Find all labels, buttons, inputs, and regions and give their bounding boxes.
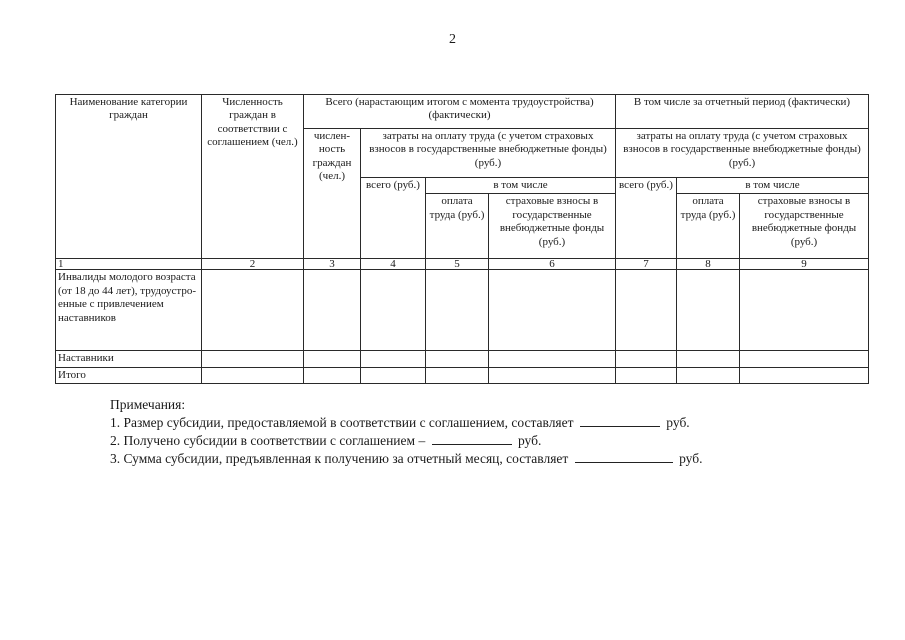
blank-field — [432, 432, 512, 445]
note-subsidy-claimed — [110, 450, 702, 468]
row-label-mentors: Наставники — [56, 351, 202, 367]
data-cell — [361, 270, 426, 351]
header-including-cumulative: в том числе — [426, 178, 616, 194]
column-number: 6 — [489, 259, 616, 270]
note-suffix: руб. — [666, 415, 690, 430]
data-cell — [304, 351, 361, 367]
note-suffix: руб. — [679, 451, 703, 466]
row-label-disabled-youth: Инвалиды молодого возраста (от 18 до 44 лет), трудоустро-енные с привлечением наставников — [56, 270, 202, 351]
data-cell — [202, 367, 304, 383]
header-count-agreement: Численность граждан в соответствии с соглашением (чел.) — [202, 95, 304, 259]
data-cell — [740, 270, 869, 351]
header-labor-costs-period: затраты на оплату труда (с учетом страховых взносов в государственные внебюджетные фонды) (руб.) — [616, 129, 869, 178]
data-cell — [489, 367, 616, 383]
table-row — [56, 351, 869, 367]
data-cell — [740, 367, 869, 383]
header-wages-period: оплата труда (руб.) — [677, 194, 740, 259]
column-number: 8 — [677, 259, 740, 270]
notes-section — [110, 396, 702, 468]
data-cell — [616, 351, 677, 367]
data-cell — [426, 270, 489, 351]
data-cell — [740, 351, 869, 367]
data-cell — [361, 367, 426, 383]
data-cell — [304, 367, 361, 383]
note-text: 3. Сумма субсидии, предъявленная к получению за отчетный месяц, составляет — [110, 451, 569, 466]
header-total-rub-cumulative: всего (руб.) — [361, 178, 426, 259]
column-numbers-row — [56, 259, 869, 270]
column-number: 2 — [202, 259, 304, 270]
table-row — [56, 367, 869, 383]
column-number: 1 — [56, 259, 202, 270]
data-cell — [677, 367, 740, 383]
header-labor-costs-cumulative: затраты на оплату труда (с учетом страховых взносов в государственные внебюджетные фонды) (руб.) — [361, 129, 616, 178]
header-reporting-period: В том числе за отчетный период (фактически) — [616, 95, 869, 129]
data-cell — [616, 270, 677, 351]
data-cell — [677, 270, 740, 351]
header-insurance-cumulative: страховые взносы в государственные внебюджетные фонды (руб.) — [489, 194, 616, 259]
column-number: 5 — [426, 259, 489, 270]
column-number: 7 — [616, 259, 677, 270]
table-row — [56, 270, 869, 351]
header-total-rub-period: всего (руб.) — [616, 178, 677, 259]
data-cell — [489, 270, 616, 351]
header-insurance-period: страховые взносы в государственные внебюджетные фонды (руб.) — [740, 194, 869, 259]
data-cell — [361, 351, 426, 367]
data-cell — [202, 270, 304, 351]
column-number: 9 — [740, 259, 869, 270]
header-count-actual: числен-ность граждан (чел.) — [304, 129, 361, 259]
notes-title: Примечания: — [110, 397, 186, 412]
data-cell — [426, 367, 489, 383]
header-wages-cumulative: оплата труда (руб.) — [426, 194, 489, 259]
note-suffix: руб. — [517, 433, 542, 448]
data-cell — [426, 351, 489, 367]
data-cell — [489, 351, 616, 367]
header-including-period: в том числе — [677, 178, 869, 194]
column-number: 4 — [361, 259, 426, 270]
note-text: 2. Получено субсидии в соответствии с соглашением – — [110, 433, 426, 448]
note-subsidy-received — [110, 432, 702, 450]
report-table — [55, 94, 869, 384]
data-cell — [304, 270, 361, 351]
blank-field — [575, 450, 673, 463]
blank-field — [580, 414, 660, 427]
note-text: 1. Размер субсидии, предоставляемой в соответствии с соглашением, составляет — [110, 415, 574, 430]
data-cell — [616, 367, 677, 383]
column-number: 3 — [304, 259, 361, 270]
data-cell — [677, 351, 740, 367]
header-total-cumulative: Всего (нарастающим итогом с момента трудоустройства) (фактически) — [304, 95, 616, 129]
header-category-name: Наименование категории граждан — [56, 95, 202, 259]
page-number: 2 — [449, 32, 456, 47]
note-subsidy-amount — [110, 414, 702, 432]
row-label-total: Итого — [56, 367, 202, 383]
data-cell — [202, 351, 304, 367]
